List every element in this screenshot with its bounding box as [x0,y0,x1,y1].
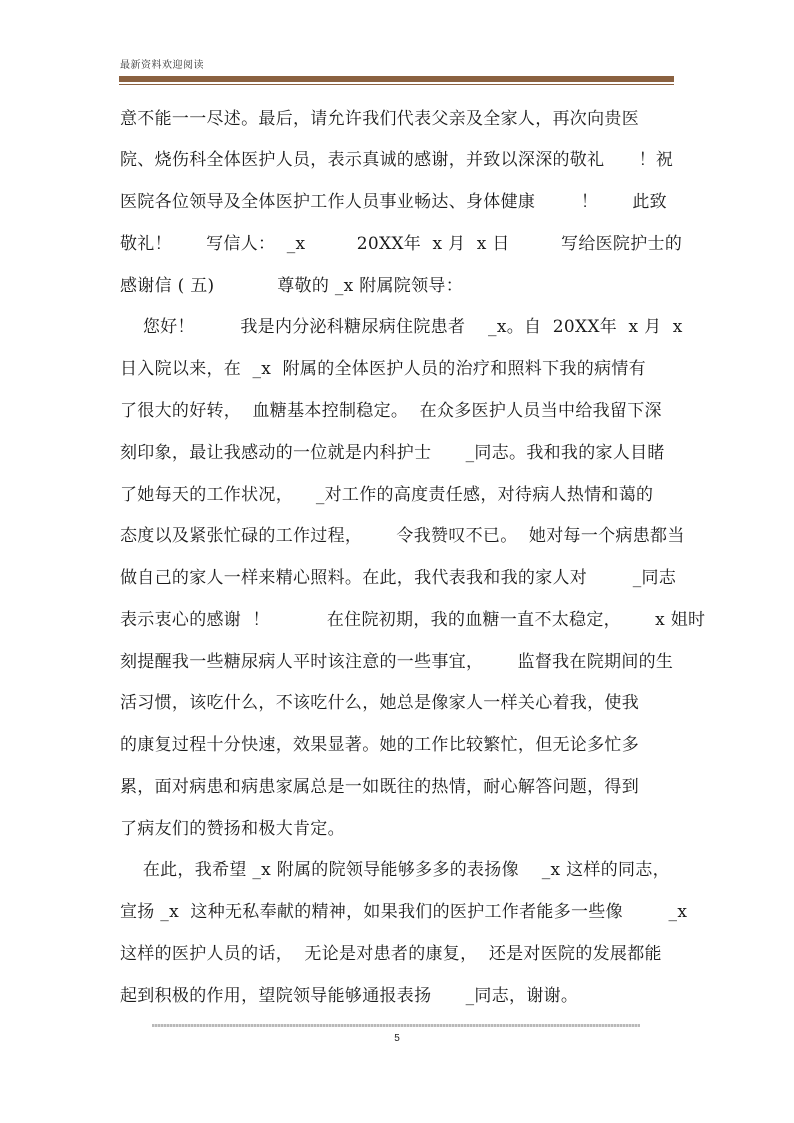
body-line: 这样的医护人员的话， 无论是对患者的康复， 还是对医院的发展都能 [120,944,662,964]
header-divider [119,76,674,82]
body-line: 宣扬 _x 这种无私奉献的精神，如果我们的医护工作者能多一些像 _x [120,902,688,922]
body-line: 医院各位领导及全体医护工作人员事业畅达、身体健康 ！ 此致 [120,192,667,212]
body-line: 的康复过程十分快速，效果显著。她的工作比较繁忙，但无论多忙多 [120,735,639,755]
body-line: 活习惯，该吃什么，不该吃什么，她总是像家人一样关心着我，使我 [120,693,639,713]
body-line: 感谢信 ( 五) 尊敬的 _x 附属院领导： [120,276,464,296]
header-divider-thin [119,84,674,85]
body-line: 在此，我希望 _x 附属的院领导能够多多的表扬像 _x 这样的同志， [120,860,670,880]
body-line: 了病友们的赞扬和极大肯定。 [120,819,345,839]
body-line: 意不能一一尽述。最后，请允许我们代表父亲及全家人，再次向贵医 [120,109,639,129]
body-line: 敬礼！ 写信人： _x 20XX年 x 月 x 日 写给医院护士的 [120,234,683,254]
body-line: 做自己的家人一样来精心照料。在此，我代表我和我的家人对 _同志 [120,568,677,588]
body-line: 刻印象，最让我感动的一位就是内科护士 _同志。我和我的家人目睹 [120,443,665,463]
body-line: 刻提醒我一些糖尿病人平时该注意的一些事宜， 监督我在院期间的生 [120,652,674,672]
body-line: 态度以及紧张忙碌的工作过程， 令我赞叹不已。 她对每一个病患都当 [120,526,685,546]
body-line: 院、烧伤科全体医护人员，表示真诚的感谢，并致以深深的敬礼 ！祝 [120,150,674,170]
body-line: 起到积极的作用，望院领导能够通报表扬 _同志，谢谢。 [120,986,579,1006]
body-line: 了很大的好转， 血糖基本控制稳定。 在众多医护人员当中给我留下深 [120,401,662,421]
body-line: 了她每天的工作状况， _对工作的高度责任感，对待病人热情和蔼的 [120,485,654,505]
footer-divider [152,1024,640,1027]
page-number: 5 [394,1033,400,1044]
body-line: 累，面对病患和病患家属总是一如既往的热情，耐心解答问题，得到 [120,777,639,797]
body-line: 日入院以来，在 _x 附属的全体医护人员的治疗和照料下我的病情有 [120,359,646,379]
page-header-text: 最新资料欢迎阅读 [120,60,204,71]
body-line: 表示衷心的感谢 ！ 在住院初期，我的血糖一直不太稳定， x 姐时 [120,610,706,630]
body-line: 您好！ 我是内分泌科糖尿病住院患者 _x。自 20XX年 x 月 x [120,317,683,337]
